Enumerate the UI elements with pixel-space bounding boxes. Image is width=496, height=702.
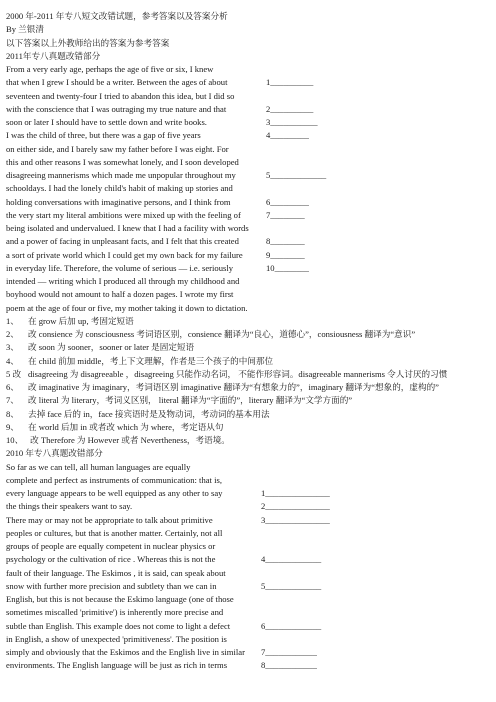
- passage-line-text: schooldays. I had the lonely child's habit of making up stories and: [6, 183, 233, 194]
- passage-line: [6, 620, 490, 633]
- passage-line: [6, 169, 490, 182]
- answer-text: 在 child 前加 middle，考上下文理解，作者是三个孩子的中间那位: [28, 355, 274, 366]
- passage-line-text: with the conscience that I was outraging my true nature and that: [6, 103, 227, 114]
- passage-line-text: psychology or the cultivation of rice . Whereas this is not the: [6, 554, 216, 565]
- passage-line: [6, 76, 490, 89]
- answer-note: [6, 381, 490, 394]
- passage-line-text: sometimes miscalled 'primitive') is inherently more precise and: [6, 607, 224, 618]
- intro-line: 以下答案以上外教师给出的答案为参考答案: [6, 37, 170, 48]
- passage-line-text: From a very early age, perhaps the age of five or six, I knew: [6, 64, 214, 74]
- passage-line: [6, 633, 490, 646]
- answer-text: 改 consience 为 consciousness 考词语区别，consience 翻译为“良心，道德心”，consiousness 翻译为“意识”: [28, 329, 416, 339]
- passage-line-text: So far as we can tell, all human languages are equally: [6, 461, 191, 472]
- passage-line: [6, 474, 490, 487]
- answer-blank: 2__________: [266, 103, 314, 114]
- answer-text: 改 literal 为 literary，考词义区别， literal 翻译为“字面的”，literary 翻译为“文学方面的”: [28, 395, 353, 406]
- passage-line-text: fault of their language. The Eskimos , it is said, can speak about: [6, 567, 226, 578]
- answer-text: 去掉 face 后的 in，face 接宾语时是及物动词，考动词的基本用法: [28, 408, 270, 419]
- passage-line: [6, 249, 490, 262]
- passage-line: [6, 262, 490, 275]
- answer-note: [6, 368, 490, 381]
- passage-line: [6, 500, 490, 513]
- passage-line-text: English, but this is not because the Eskimo language (one of those: [6, 594, 234, 604]
- author-line: By 兰银清: [6, 24, 44, 35]
- passage-line-text: snow with further more precision and subtlety than we can in: [6, 580, 217, 591]
- answer-text: disagreeing 为 disagreeable ，disagreeing 只能作动名词， 不能作形容词。disagreeable mannerisms 令人讨厌的习惯: [28, 368, 448, 379]
- passage-line-text: that when I grew I should be a writer. Between the ages of about: [6, 77, 228, 88]
- passage-line-text: being isolated and undervalued. I knew that I had a facility with words: [6, 223, 249, 233]
- section-2010-heading: 2010 年专八真题改错部分: [6, 448, 103, 459]
- passage-line-text: poem at the age of four or five, my mother taking it down to dictation.: [6, 302, 248, 313]
- answer-note: [6, 421, 490, 434]
- answer-blank: 4_________: [266, 130, 309, 141]
- answer-number: 9、: [6, 421, 19, 432]
- passage-line: [6, 540, 490, 553]
- passage-line-text: the things their speakers want to say.: [6, 501, 133, 512]
- passage-line-text: seventeen and twenty-four I tried to abandon this idea, but I did so: [6, 90, 235, 101]
- passage-line: [6, 222, 490, 235]
- passage-line: [6, 527, 490, 540]
- passage-line: [6, 196, 490, 209]
- answer-blank: 2_______________: [261, 501, 330, 512]
- answer-number: 10、: [6, 435, 24, 445]
- passage-line-text: holding conversations with imaginative persons, and I think from: [6, 196, 231, 207]
- answer-blank: 3___________: [266, 117, 318, 127]
- passage-line: [6, 63, 490, 76]
- answers-2011: [6, 315, 490, 448]
- answer-number: 6、: [6, 382, 19, 392]
- passage-line-text: peoples or cultures, but that is another matter. Certainly, not all: [6, 527, 223, 538]
- passage-line: [6, 580, 490, 593]
- passage-line-text: the very start my literal ambitions were mixed up with the feeling of: [6, 209, 241, 220]
- answer-blank: 4_____________: [261, 554, 322, 565]
- answer-text: 改 Therefore 为 However 或者 Nevertheness，考语境。: [28, 435, 230, 445]
- passage-line: [6, 514, 490, 527]
- passage-line-text: environments. The English language will be just as rich in terms: [6, 660, 228, 671]
- answer-note: [6, 394, 490, 407]
- passage-line-text: soon or later I should have to settle down and write books.: [6, 117, 207, 127]
- answer-number: 5 改: [6, 368, 22, 379]
- passage-line-text: in everyday life. Therefore, the volume of serious — i.e. seriously: [6, 262, 234, 273]
- answer-blank: 10________: [266, 262, 309, 273]
- passage-line: [6, 567, 490, 580]
- answer-blank: 5_____________: [266, 170, 327, 180]
- passage-line: [6, 288, 490, 301]
- answer-blank: 9________: [266, 249, 305, 260]
- passage-line: [6, 646, 490, 659]
- passage-line-text: simply and obviously that the Eskimos and the English live in similar: [6, 647, 245, 657]
- passage-line: [6, 302, 490, 315]
- answer-text: 在 world 后加 in 或者改 which 为 where，考定语从句: [28, 421, 224, 432]
- answer-note: [6, 434, 490, 447]
- passage-line: [6, 116, 490, 129]
- answer-blank: 8________: [266, 236, 305, 247]
- answer-number: 2、: [6, 329, 19, 339]
- passage-line-text: I was the child of three, but there was a gap of five years: [6, 130, 201, 141]
- answer-blank: 8____________: [261, 660, 317, 671]
- passage-line-text: groups of people are equally competent in nuclear physics or: [6, 541, 216, 551]
- passage-line: [6, 182, 490, 195]
- answer-note: [6, 341, 490, 354]
- passage-line-text: this and other reasons I was somewhat lonely, and I soon developed: [6, 156, 239, 167]
- answer-note: [6, 355, 490, 368]
- answer-note: [6, 315, 490, 328]
- answer-number: 8、: [6, 408, 19, 419]
- answer-blank: 1__________: [266, 77, 314, 88]
- answer-number: 3、: [6, 342, 19, 353]
- passage-2011: [6, 63, 490, 315]
- answer-text: 改 imaginative 为 imaginary，考词语区别 imaginative 翻译为“有想象力的”，imaginary 翻译为“想象的，虚构的”: [28, 382, 439, 392]
- answer-number: 4、: [6, 355, 19, 366]
- answer-note: [6, 408, 490, 421]
- section-2011-heading: 2011年专八真题改错部分: [6, 50, 101, 61]
- passage-line: [6, 593, 490, 606]
- passage-line: [6, 209, 490, 222]
- answer-text: 改 soon 为 sooner，sooner or later 是固定短语: [28, 342, 195, 353]
- answer-number: 7、: [6, 395, 19, 406]
- passage-line-text: subtle than English. This example does not come to light a defect: [6, 620, 231, 631]
- answer-blank: 1_______________: [261, 488, 330, 498]
- passage-line-text: every language appears to be well equipped as any other to say: [6, 488, 223, 498]
- answer-blank: 7________: [266, 209, 305, 220]
- passage-line: [6, 275, 490, 288]
- passage-line-text: complete and perfect as instruments of communication: that is,: [6, 474, 222, 485]
- answer-text: 在 grow 后加 up, 考固定短语: [28, 315, 134, 326]
- answer-note: [6, 328, 490, 341]
- passage-2010: [6, 461, 490, 673]
- passage-line: [6, 553, 490, 566]
- passage-line: [6, 235, 490, 248]
- passage-line-text: disagreeing mannerisms which made me unpopular throughout my: [6, 170, 236, 180]
- answer-blank: 6_____________: [261, 620, 322, 631]
- passage-line-text: There may or may not be appropriate to talk about primitive: [6, 514, 213, 525]
- passage-line-text: boyhood would not amount to half a dozen pages. I wrote my first: [6, 289, 234, 300]
- document-title: 2000 年-2011 年专八短文改错试题，参考答案以及答案分析: [6, 11, 228, 21]
- passage-line: [6, 143, 490, 156]
- answer-number: 1、: [6, 315, 19, 326]
- passage-line-text: on either side, and I barely saw my father before I was eight. For: [6, 143, 229, 154]
- answer-blank: 6_________: [266, 196, 309, 207]
- passage-line: [6, 606, 490, 619]
- answer-blank: 7____________: [261, 647, 317, 657]
- passage-line-text: a sort of private world which I could get my own back for my failure: [6, 249, 243, 260]
- passage-line-text: and a power of facing in unpleasant facts, and I felt that this created: [6, 236, 239, 247]
- passage-line-text: intended — writing which I produced all through my childhood and: [6, 276, 240, 286]
- passage-line: [6, 461, 490, 474]
- answer-blank: 5_____________: [261, 580, 322, 591]
- passage-line: [6, 156, 490, 169]
- passage-line: [6, 487, 490, 500]
- passage-line: [6, 129, 490, 142]
- passage-line: [6, 103, 490, 116]
- answer-blank: 3_______________: [261, 514, 330, 525]
- passage-line: [6, 659, 490, 672]
- passage-line: [6, 90, 490, 103]
- passage-line-text: in English, a show of unexpected 'primitiveness'. The position is: [6, 633, 227, 644]
- document-page: [6, 10, 490, 673]
